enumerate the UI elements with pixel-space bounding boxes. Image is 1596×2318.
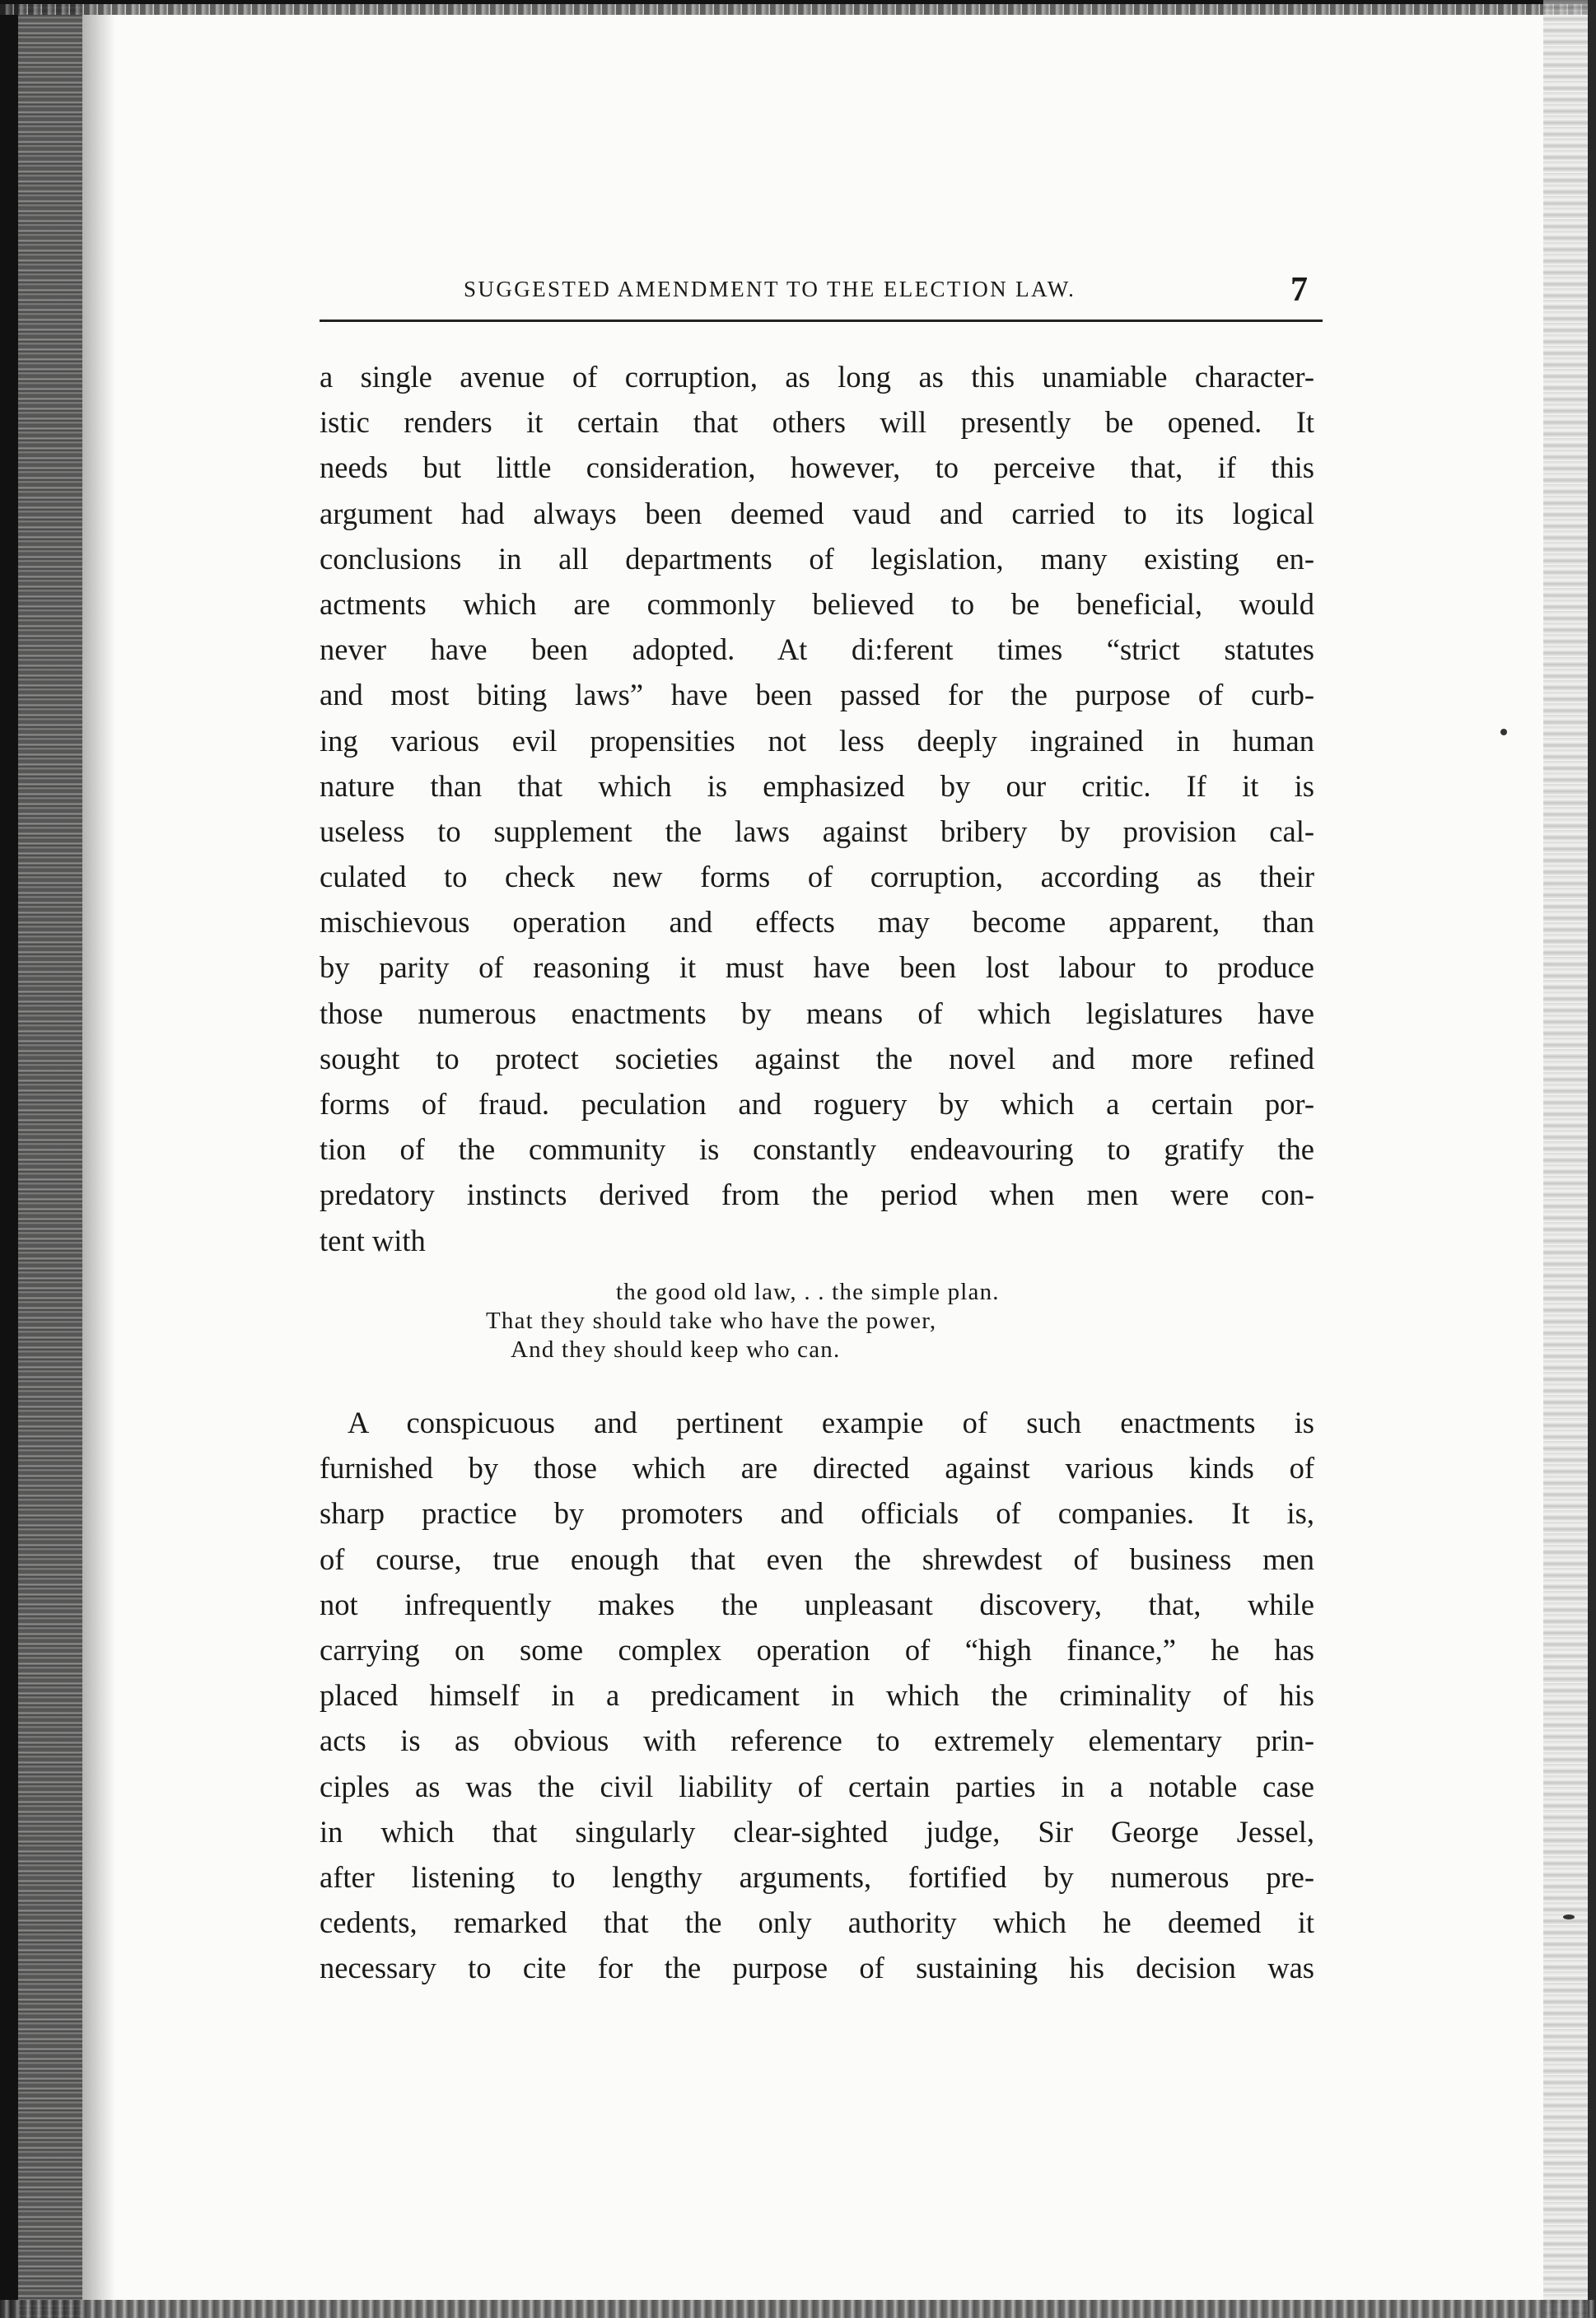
text-line: A conspicuous and pertinent exampie of such enactments is xyxy=(348,1406,1314,1439)
verse-line: That they should take who have the power, xyxy=(486,1308,937,1334)
paragraph-1 xyxy=(320,354,1314,1263)
scan-bottom-border xyxy=(0,2300,1596,2318)
text-line: mischievous operation and effects may become apparent, than xyxy=(320,905,1314,940)
text-line: argument had always been deemed vaud and carried to its logical xyxy=(320,496,1314,530)
text-line: useless to supplement the laws against bribery by provision cal- xyxy=(320,814,1314,848)
text-line: tion of the community is constantly endeavouring to gratify the xyxy=(320,1132,1314,1167)
text-line: ing various evil propensities not less deeply ingrained in human xyxy=(320,723,1314,758)
text-line: sought to protect societies against the novel and more refined xyxy=(320,1041,1314,1075)
text-line: furnished by those which are directed against various kinds of xyxy=(320,1451,1314,1485)
text-line: those numerous enactments by means of which legislatures have xyxy=(320,996,1314,1030)
scan-left-shadow xyxy=(82,0,115,2318)
text-line: not infrequently makes the unpleasant discovery, that, while xyxy=(320,1587,1314,1621)
text-line: needs but little consideration, however, to perceive that, if this xyxy=(320,450,1314,485)
text-line: never have been adopted. At di:ferent times “strict statutes xyxy=(320,632,1314,667)
text-line: predatory instincts derived from the period when men were con- xyxy=(320,1178,1314,1212)
text-line: a single avenue of corruption, as long as this unamiable character- xyxy=(320,360,1314,394)
text-line: sharp practice by promoters and officials of companies. It is, xyxy=(320,1496,1314,1531)
ink-speck xyxy=(1563,1915,1575,1919)
verse-quotation xyxy=(486,1278,1145,1364)
text-line: placed himself in a predicament in which the criminality of his xyxy=(320,1678,1314,1713)
text-line: and most biting laws” have been passed for the purpose of curb- xyxy=(320,678,1314,712)
text-line: actments which are commonly believed to be beneficial, would xyxy=(320,586,1314,621)
text-line: istic renders it certain that others will presently be opened. It xyxy=(320,405,1314,440)
text-line: by parity of reasoning it must have been lost labour to produce xyxy=(320,950,1314,985)
page-number: 7 xyxy=(1290,271,1308,309)
text-line: acts is as obvious with reference to extremely elementary prin- xyxy=(320,1723,1314,1758)
paragraph-2 xyxy=(320,1400,1314,1990)
scan-right-edge xyxy=(1588,0,1596,2318)
verse-line: And they should keep who can. xyxy=(511,1336,841,1363)
text-line: conclusions in all departments of legislation, many existing en- xyxy=(320,541,1314,576)
text-line: carrying on some complex operation of “high finance,” he has xyxy=(320,1632,1314,1667)
text-line: tent with xyxy=(320,1223,426,1257)
running-title: SUGGESTED AMENDMENT TO THE ELECTION LAW. xyxy=(464,277,1076,301)
text-line: in which that singularly clear-sighted judge, Sir George Jessel, xyxy=(320,1814,1314,1849)
text-line: of course, true enough that even the shrewdest of business men xyxy=(320,1541,1314,1576)
text-line: after listening to lengthy arguments, fortified by numerous pre- xyxy=(320,1859,1314,1894)
verse-line: the good old law, . . the simple plan. xyxy=(616,1279,1000,1305)
text-line: ciples as was the civil liability of certain parties in a notable case xyxy=(320,1769,1314,1803)
ink-speck xyxy=(1500,729,1507,735)
text-line: culated to check new forms of corruption, according as their xyxy=(320,860,1314,894)
text-line: forms of fraud. peculation and roguery by which a certain por- xyxy=(320,1087,1314,1121)
text-line: cedents, remarked that the only authority which he deemed it xyxy=(320,1905,1314,1940)
scan-top-edge xyxy=(0,0,1596,4)
scan-left-edge xyxy=(0,0,18,2318)
header-rule xyxy=(320,319,1323,322)
text-line: necessary to cite for the purpose of sustaining his decision was xyxy=(320,1951,1314,1985)
running-header xyxy=(320,270,1323,319)
text-line: nature than that which is emphasized by our critic. If it is xyxy=(320,768,1314,803)
